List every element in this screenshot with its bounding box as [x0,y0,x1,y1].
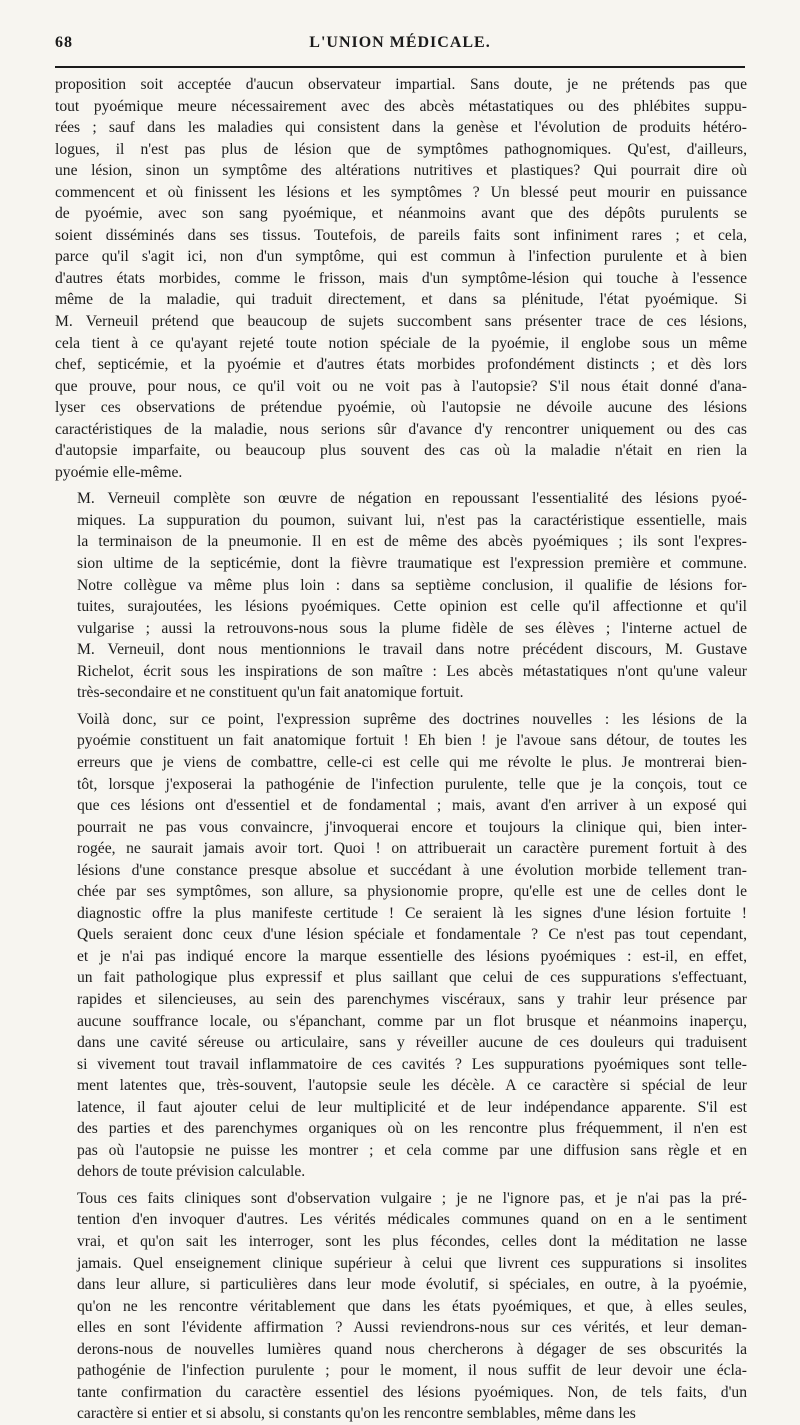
text-line: derons-nous de nouvelles lumières quand nous chercherons à dégager de ses obscurités la [77,1340,747,1358]
text-line: M. Verneuil prétend que beaucoup de sujets succombent sans présenter trace de ces lésions, [55,313,747,331]
text-line: tante confirmation du caractère essentiel des lésions pyoémiques. Non, de tels faits, d'un [77,1383,747,1401]
text-line: proposition soit acceptée d'aucun observateur impartial. Sans doute, je ne prétends pas que [55,76,747,93]
text-line: latence, il faut ajouter celui de leur multiplicité et de leur indépendance apparente. S'il est [77,1098,747,1116]
text-line: Tous ces faits cliniques sont d'observation vulgaire ; je ne l'ignore pas, et je n'ai pas la pré- [77,1189,747,1207]
text-line: rogée, ne saurait jamais avoir tort. Quoi ! on attribuerait un caractère purement fortuit à des [77,840,747,858]
text-line: d'autres états morbides, comme le frisson, mais d'un symptôme-lésion qui touche à l'essence [55,269,747,287]
text-line: de pyoémie, avec son sang pyoémique, et néanmoins avant que des dépôts purulents se [55,205,747,223]
text-line: rées ; sauf dans les maladies qui consistent dans la genèse et l'évolution de produits hétéro- [55,119,747,137]
text-line: vrai, et qu'on sait les interroger, sont les plus fécondes, celles dont la méditation ne lasse [77,1232,747,1250]
text-line: dehors de toute prévision calculable. [77,1163,306,1181]
text-line: chée par ses symptômes, son allure, sa physionomie propre, qu'elle est une de celles dont le [77,883,747,901]
text-line: elles en sont l'évidente affirmation ? Aussi reviendrons-nous sur ces vérités, et leur deman- [77,1319,747,1337]
text-line: d'autopsie imparfaite, ou beaucoup plus souvent des cas où la maladie n'était en rien la [55,442,747,460]
text-line: caractère si entier et si absolu, si constants qu'on les rencontre semblables, même dans les [77,1405,636,1423]
text-line: très-secondaire et ne constituent qu'un fait anatomique fortuit. [77,684,464,702]
text-line: pas où l'autopsie ne puisse les montrer ; et cela comme par une diffusion sans règle et en [77,1141,747,1159]
header-rule [55,66,745,68]
body-text [55,74,747,1425]
text-line: une lésion, sinon un symptôme des altérations nutritives et plastiques? Qui pourrait dire où [55,162,747,180]
text-line: tôt, lorsque j'exposerai la pathogénie de l'infection purulente, telle que je la conçois, tout ce [77,775,747,793]
text-line: Richelot, écrit sous les inspirations de son maître : Les abcès métastatiques n'ont qu'une valeur [77,662,747,680]
text-line: aucune souffrance locale, ou s'épanchant, comme par un flot brusque et néanmoins inaperçu, [77,1012,747,1030]
text-line: que prouve, pour nous, ce qu'il voit ou ne voit pas à l'autopsie? S'il nous était donné d'ana- [55,377,747,395]
text-line: diagnostic offre la plus manifeste certitude ! Ce seraient là les signes d'une lésion fortuite ! [77,904,747,922]
text-line: miques. La suppuration du poumon, suivant lui, n'est pas la caractéristique essentielle, mais [77,511,747,529]
text-line: vulgarise ; aussi la retrouvons-nous sous la plume fidèle de ses élèves ; l'interne actuel de [77,619,747,637]
text-line: tout pyoémique meure nécessairement avec des abcès métastatiques ou des phlébites suppu- [55,97,747,115]
text-line: chef, septicémie, et la pyoémie et d'autres états morbides profondément distincts ; et dès lors [55,356,747,374]
paragraph [55,74,747,483]
text-line: M. Verneuil, dont nous mentionnions le travail dans notre précédent discours, M. Gustave [77,641,747,659]
text-line: tention d'en invoquer d'autres. Les vérités médicales communes quand on en a le sentiment [77,1211,747,1229]
text-line: caractéristiques de la maladie, nous serions sûr d'avance d'y rencontrer uniquement ou des cas [55,420,747,438]
page-number: 68 [55,34,73,51]
text-line: ment latentes que, très-souvent, l'autopsie seule les décèle. A ce caractère si spécial de leur [77,1077,747,1095]
text-line: si vivement tout travail inflammatoire de ces cavités ? Les suppurations pyoémiques sont telle- [77,1055,747,1073]
text-line: jamais. Quel enseignement clinique supérieur à celui que livrent ces suppurations si insolites [77,1254,747,1272]
text-line: pathogénie de l'infection purulente ; pour le moment, il nous suffit de leur devoir une écla- [77,1362,747,1380]
text-line: la terminaison de la pneumonie. Il en est de même des abcès pyoémiques ; ils sont l'expres- [77,533,747,551]
paragraph [55,488,747,703]
paragraph [55,1188,747,1425]
text-line: logues, il n'est pas plus de lésion que de symptômes pathognomiques. Qu'est, d'ailleurs, [55,140,747,158]
page-header [55,34,745,58]
paragraph [55,709,747,1183]
text-line: M. Verneuil complète son œuvre de négation en repoussant l'essentialité des lésions pyoé- [77,490,747,508]
text-line: que ces lésions ont d'essentiel et de fondamental ; mais, avant d'en arriver à un exposé qui [77,797,747,815]
text-line: commencent et où finissent les lésions et les symptômes ? Un blessé peut mourir en puissance [55,183,747,201]
text-line: parce qu'il s'agit ici, non d'un symptôme, qui est commun à l'infection purulente et à bien [55,248,747,266]
text-line: rapides et silencieuses, au sein des parenchymes viscéraux, sans y trahir leur présence par [77,990,747,1008]
text-line: des parties et des parenchymes organiques où on les rencontre plus fréquemment, il n'en est [77,1120,747,1138]
text-line: même de la maladie, qui traduit directement, et dans sa plénitude, l'état pyoémique. Si [55,291,747,309]
text-line: qu'on ne les rencontre véritablement que dans les états pyoémiques, et que, à elles seules, [77,1297,747,1315]
text-line: lyser ces observations de prétendue pyoémie, où l'autopsie ne dévoile aucune des lésions [55,399,747,417]
text-line: cela tient à ce qu'ayant rejeté toute notion spéciale de la pyoémie, il englobe sous un même [55,334,747,352]
text-line: et je n'ai pas indiqué encore la marque essentielle des lésions pyoémiques : est-il, en effet, [77,947,747,965]
text-line: sion ultime de la septicémie, dont la fièvre traumatique est l'expression première et commune. [77,555,747,573]
text-line: pyoémie elle-même. [55,463,183,481]
text-line: soient disséminés dans ses tissus. Toutefois, de pareils faits sont infiniment rares ; et cela, [55,226,747,244]
text-line: erreurs que je viens de combattre, celle-ci est celle qui me révolte le plus. Je montrerai bien- [77,753,747,771]
text-line: pourrait ne pas vous convaincre, j'invoquerai encore et toujours la clinique qui, bien inter- [77,818,747,836]
text-line: Notre collègue va même plus loin : dans sa septième conclusion, il qualifie de lésions for- [77,576,747,594]
text-line: Quels seraient donc ceux d'une lésion spéciale et fondamentale ? Ce n'est pas tout cependant, [77,926,747,944]
text-line: un fait pathologique plus expressif et plus saillant que celui de ces suppurations s'effectuant, [77,969,747,987]
text-line: tuites, surajoutées, les lésions pyoémiques. Cette opinion est celle qu'il affectionne et qu'il [77,598,747,616]
text-line: dans une cavité séreuse ou articulaire, sans y réveiller aucune de ces douleurs qui traduisent [77,1034,747,1052]
text-line: Voilà donc, sur ce point, l'expression suprême des doctrines nouvelles : les lésions de la [77,710,747,728]
running-title: L'UNION MÉDICALE. [309,34,491,51]
text-line: pyoémie constituent un fait anatomique fortuit ! Eh bien ! je l'avoue sans détour, de toutes les [77,732,747,750]
text-line: dans leur allure, si particulières dans leur mode évolutif, si spéciales, en outre, à la pyoémie, [77,1276,747,1294]
text-line: lésions d'une constance presque absolue et succédant à une évolution morbide tellement tran- [77,861,747,879]
